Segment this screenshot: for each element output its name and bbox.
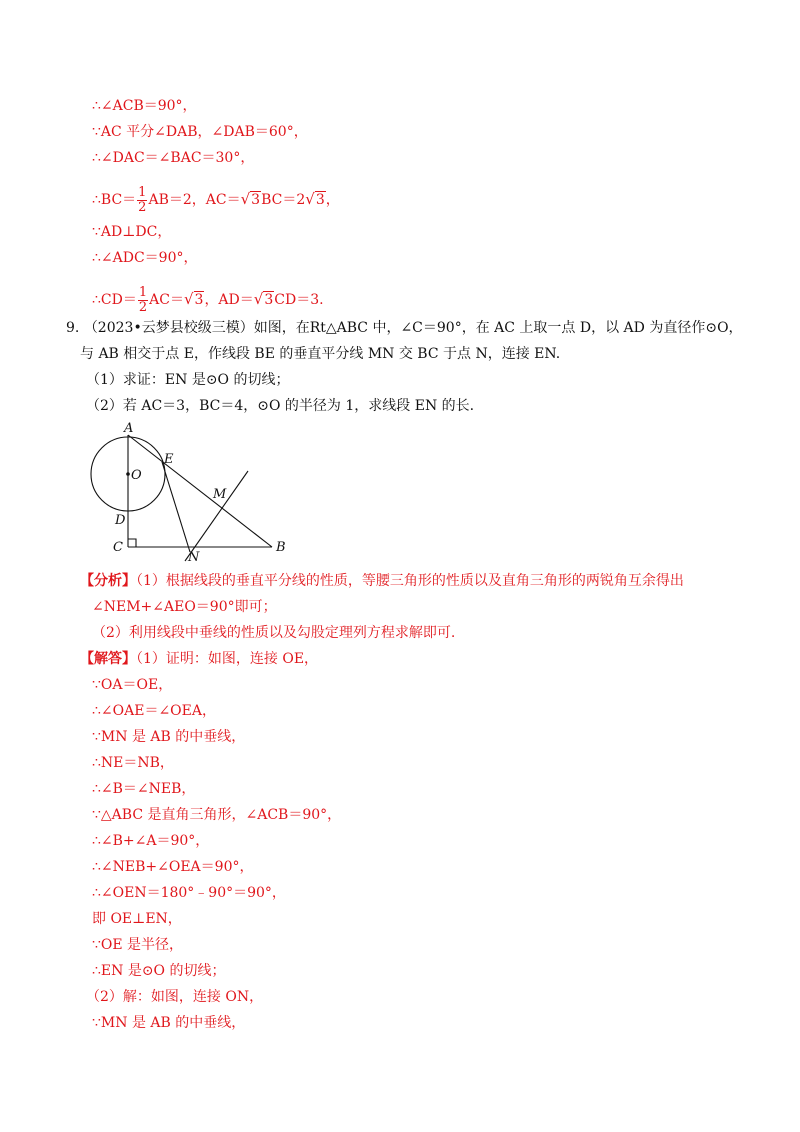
- answer-step: （2）解：如图，连接 ON，: [86, 989, 264, 1005]
- answer-step: ∴∠OAE＝∠OEA，: [92, 703, 216, 719]
- question-1: （1）求证：EN 是⊙O 的切线；: [86, 372, 290, 388]
- solution-line-2: ∵AC 平分∠DAB，∠DAB＝60°，: [92, 124, 308, 140]
- text-segment: CD＝3.: [274, 292, 324, 308]
- sqrt-expression: √3: [305, 190, 325, 208]
- text-segment: ，AD＝: [204, 292, 254, 308]
- sqrt-expression: √3: [183, 290, 204, 308]
- label-d: D: [115, 513, 126, 528]
- sqrt-radicand: 3: [264, 292, 274, 308]
- label-m: M: [213, 487, 227, 502]
- analysis-line-1: [80, 571, 684, 591]
- answer-intro-text: （1）证明：如图，连接 OE，: [136, 651, 319, 667]
- fraction-denominator: 2: [138, 199, 147, 215]
- analysis-tag: 【分析】: [80, 573, 136, 589]
- answer-step: ∵△ABC 是直角三角形，∠ACB＝90°，: [92, 807, 342, 823]
- solution-line-7: [92, 283, 324, 316]
- sqrt-expression: √3: [240, 190, 261, 208]
- label-b: B: [276, 540, 286, 555]
- solution-line-4: [92, 183, 340, 216]
- answer-tag: 【解答】: [80, 651, 136, 667]
- problem-text: （2023•云梦县校级三模）如图，在Rt△ABC 中，∠C＝90°，在 AC 上取一点 D，以 AD 为直径作⊙O，: [83, 320, 743, 336]
- answer-step: ∵MN 是 AB 的中垂线，: [92, 1015, 246, 1031]
- answer-step: ∴∠B+∠A＝90°，: [92, 833, 210, 849]
- solution-line-1: ∴∠ACB＝90°，: [92, 98, 197, 114]
- answer-step: ∵OA＝OE，: [92, 677, 173, 693]
- fraction-numerator: 1: [138, 184, 147, 200]
- answer-step: 即 OE⊥EN，: [92, 911, 182, 927]
- label-n: N: [188, 550, 200, 565]
- text-segment: AB＝2，AC＝: [148, 192, 241, 208]
- answer-step: ∵MN 是 AB 的中垂线，: [92, 729, 246, 745]
- text-segment: ∴CD＝: [92, 292, 137, 308]
- answer-step: ∵OE 是半径，: [92, 937, 184, 953]
- solution-line-6: ∴∠ADC＝90°，: [92, 250, 198, 266]
- answer-step: ∴∠NEB+∠OEA＝90°，: [92, 859, 254, 875]
- right-angle-mark: [128, 539, 136, 547]
- fraction-numerator: 1: [138, 284, 148, 300]
- fraction-denominator: 2: [138, 299, 148, 315]
- geometry-figure: [84, 418, 324, 568]
- segment-ab: [128, 435, 272, 547]
- sqrt-expression: √3: [253, 290, 274, 308]
- segment-en: [162, 462, 190, 552]
- label-a: A: [124, 421, 134, 436]
- text-segment: ∴BC＝: [92, 192, 137, 208]
- answer-intro: [80, 649, 318, 669]
- problem-statement-line-1: [66, 318, 743, 338]
- label-o: O: [131, 468, 142, 483]
- answer-step: ∴∠B＝∠NEB，: [92, 781, 196, 797]
- analysis-text: （1）根据线段的垂直平分线的性质，等腰三角形的性质以及直角三角形的两锐角互余得出: [136, 573, 684, 589]
- text-segment: AC＝: [149, 292, 184, 308]
- label-c: C: [113, 540, 123, 555]
- answer-step: ∴NE＝NB，: [92, 755, 174, 771]
- solution-line-3: ∴∠DAC＝∠BAC＝30°，: [92, 150, 255, 166]
- sqrt-radicand: 3: [315, 192, 325, 208]
- center-point-o: [126, 472, 130, 476]
- answer-step: ∴EN 是⊙O 的切线；: [92, 963, 226, 979]
- sqrt-radicand: 3: [251, 192, 261, 208]
- answer-step: ∴∠OEN＝180°﹣90°＝90°，: [92, 885, 286, 901]
- label-e: E: [164, 452, 174, 467]
- analysis-line-2: ∠NEM+∠AEO＝90°即可；: [92, 599, 277, 615]
- problem-number: 9.: [66, 320, 80, 336]
- sqrt-radicand: 3: [194, 292, 204, 308]
- fraction-one-half: [138, 286, 148, 315]
- analysis-line-3: （2）利用线段中垂线的性质以及勾股定理列方程求解即可.: [92, 625, 456, 641]
- question-2: （2）若 AC＝3，BC＝4，⊙O 的半径为 1，求线段 EN 的长.: [86, 398, 475, 414]
- fraction-one-half: [137, 186, 147, 215]
- problem-statement-line-2: 与 AB 相交于点 E，作线段 BE 的垂直平分线 MN 交 BC 于点 N，连接 EN.: [80, 346, 561, 362]
- text-segment: BC＝2: [261, 192, 306, 208]
- solution-line-5: ∵AD⊥DC，: [92, 224, 172, 240]
- text-segment: ，: [325, 192, 340, 208]
